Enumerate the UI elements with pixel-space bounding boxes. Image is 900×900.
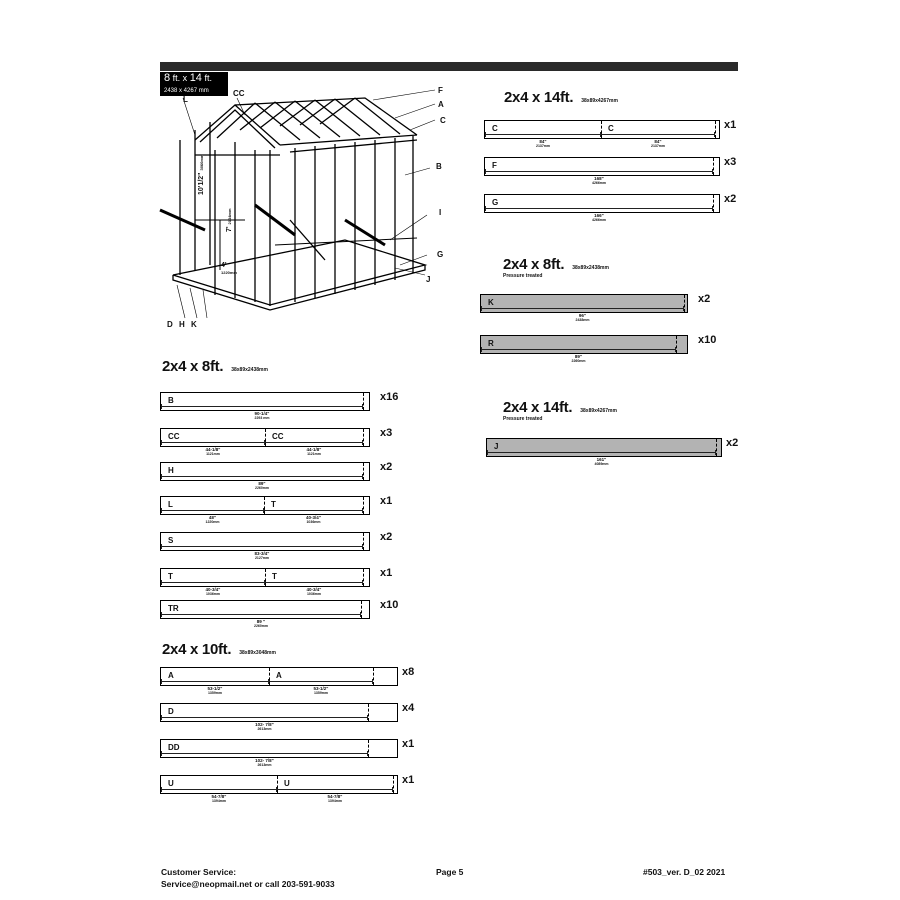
dimension-mm: 2137mm: [650, 144, 666, 148]
quantity-label: x3: [380, 427, 393, 439]
dimension-text: [204, 515, 220, 525]
dimension-text: [305, 515, 322, 525]
dimension-mm: 1036mm: [205, 592, 220, 596]
dimension-inches: 53-1/2": [207, 686, 223, 691]
dimension-text: [254, 722, 275, 732]
part-label: TR: [168, 604, 179, 613]
dimension-mm: 1359mm: [207, 691, 222, 695]
dimension-inches: 40-3/4": [205, 587, 221, 592]
board-segment: [485, 195, 713, 222]
part-label: CC: [168, 432, 180, 441]
dimension-text: [306, 447, 323, 457]
dimension-line: [481, 349, 676, 363]
board-segment: [161, 533, 363, 560]
board-segment: [161, 740, 368, 767]
section-note: Pressure treated: [503, 416, 543, 422]
board-segment: [264, 497, 363, 524]
dimension-inches: 40-3/4": [306, 515, 321, 520]
dimension-inches: 53-1/2": [313, 686, 329, 691]
dimension-mm: 2127mm: [254, 556, 269, 560]
cut-line: [277, 776, 278, 793]
dimension-inches: 44-1/8": [205, 447, 221, 452]
callout-CC: CC: [233, 89, 245, 98]
dimension-line: [265, 582, 363, 596]
part-label: G: [492, 198, 499, 207]
cut-line: [373, 668, 374, 685]
part-label: T: [272, 572, 277, 581]
cut-line: [368, 740, 369, 757]
dimension-text: [211, 794, 228, 804]
part-label: CC: [272, 432, 284, 441]
dimension-line: [161, 681, 269, 695]
section-metric-size: 38x89x3048mm: [239, 650, 276, 656]
callout-G: G: [437, 250, 444, 259]
quantity-label: x2: [380, 461, 393, 473]
dimension-mm: 1121mm: [307, 452, 321, 456]
shed-frame-illustration: [155, 70, 455, 340]
board-segment: [161, 463, 363, 490]
dimension-text: [591, 213, 607, 223]
board-diagram: [160, 600, 370, 628]
part-label: C: [492, 124, 498, 133]
board-segment: [161, 497, 264, 524]
quantity-label: x4: [402, 702, 415, 714]
dimension-inches: 90-1/4": [254, 411, 270, 416]
board-segment: [277, 776, 393, 803]
section-title-text: 2x4 x 14ft.: [504, 89, 574, 106]
cut-line: [393, 776, 394, 793]
cut-line: [363, 463, 364, 480]
board-diagram: [160, 532, 370, 560]
quantity-label: x2: [698, 293, 711, 305]
dimension-mm: 2260mm: [253, 624, 269, 628]
part-label: C: [608, 124, 614, 133]
board-diagram: [160, 462, 370, 490]
dimension-mm: 2260mm: [254, 486, 270, 490]
section-metric-size: 38x89x4267mm: [581, 98, 618, 104]
shed-size-label: 8 ft. x 14 ft. 2438 x 4267 mm: [160, 72, 228, 96]
quantity-label: x10: [380, 599, 399, 611]
cut-line: [363, 533, 364, 550]
quantity-label: x2: [726, 437, 739, 449]
dimension-line: [161, 789, 277, 803]
dimension-text: [207, 686, 224, 696]
dimension-inches: 89": [574, 354, 583, 359]
dimension-mm: 2293 mm: [254, 416, 270, 420]
dimension-mm: 2137mm: [535, 144, 551, 148]
dimension-text: [327, 794, 344, 804]
board-segment: [481, 336, 676, 363]
cut-line: [363, 569, 364, 586]
section-title: [503, 256, 609, 279]
dimension-door-height: 7' 2134mm: [226, 208, 233, 232]
dimension-line: [161, 614, 361, 628]
cut-line: [265, 569, 266, 586]
dimension-line: [161, 476, 363, 490]
dimension-line: [481, 308, 684, 322]
section-metric-size: 38x89x2438mm: [231, 367, 268, 373]
board-diagram: [160, 568, 370, 596]
dimension-door-width: 4' 1220mm: [221, 262, 238, 275]
dimension-text: [306, 587, 323, 597]
cut-line: [368, 704, 369, 721]
dimension-text: [593, 457, 609, 467]
dimension-text: [313, 686, 330, 696]
board-segment: [487, 439, 716, 466]
dimension-mm: 2438mm: [575, 318, 590, 322]
cut-line: [265, 429, 266, 446]
dimension-text: [650, 139, 666, 149]
section-title: [503, 399, 617, 422]
cut-line: [716, 439, 717, 456]
dimension-text: [205, 447, 222, 457]
section-title: [504, 89, 618, 106]
callout-C: C: [440, 116, 446, 125]
dimension-text: [254, 411, 271, 421]
dimension-inches: 166": [594, 213, 604, 218]
dimension-inches: 102- 7/8": [255, 758, 274, 763]
dimension-inches: 54-7/8": [211, 794, 227, 799]
cut-line: [363, 393, 364, 410]
callout-D: D: [167, 320, 173, 329]
section-title-text: 2x4 x 14ft.: [503, 399, 573, 416]
board-segment: [481, 295, 684, 322]
board-segment: [485, 158, 713, 185]
part-label: D: [168, 707, 174, 716]
section-title: [162, 358, 268, 375]
dimension-inches: 83-3/4": [254, 551, 270, 556]
dimension-inches: 96": [578, 313, 587, 318]
part-label: J: [494, 442, 499, 451]
part-label: H: [168, 466, 174, 475]
board-diagram: [160, 739, 398, 767]
dimension-text: [253, 619, 269, 629]
dimension-mm: 1394mm: [327, 799, 342, 803]
part-label: F: [492, 161, 497, 170]
dimension-line: [485, 171, 713, 185]
board-diagram: [484, 157, 720, 185]
board-segment: [265, 569, 363, 596]
callout-H: H: [179, 320, 185, 329]
callout-L: L: [183, 95, 188, 104]
dimension-text: [591, 176, 607, 186]
board-segment: [269, 668, 373, 695]
callout-B: B: [436, 162, 442, 171]
quantity-label: x3: [724, 156, 737, 168]
cut-line: [676, 336, 677, 353]
dimension-mm: 2260mm: [571, 359, 586, 363]
dimension-line: [485, 134, 601, 148]
quantity-label: x1: [724, 119, 737, 131]
dimension-text: [254, 551, 271, 561]
callout-I: I: [439, 208, 442, 217]
part-label: DD: [168, 743, 180, 752]
dimension-mm: 1394mm: [211, 799, 226, 803]
customer-service: [161, 866, 335, 890]
board-segment: [265, 429, 363, 456]
callout-A: A: [438, 100, 444, 109]
board-diagram: [486, 438, 722, 466]
part-label: K: [488, 298, 494, 307]
cut-line: [361, 601, 362, 618]
dimension-inches: 40-3/4": [306, 587, 322, 592]
quantity-label: x8: [402, 666, 415, 678]
dimension-inches: 168": [594, 176, 604, 181]
dimension-line: [277, 789, 393, 803]
dimension-mm: 4089mm: [594, 462, 609, 466]
section-title: [162, 641, 276, 658]
dimension-line: [601, 134, 715, 148]
dimension-inches: 84": [654, 139, 662, 144]
dimension-line: [269, 681, 373, 695]
quantity-label: x2: [380, 531, 393, 543]
cut-line: [264, 497, 265, 514]
board-segment: [161, 601, 361, 628]
dimension-inches: 89": [258, 481, 266, 486]
dimension-mm: 4266mm: [591, 218, 607, 222]
dimension-line: [264, 510, 363, 524]
board-diagram: [480, 294, 688, 322]
board-segment: [161, 704, 368, 731]
board-diagram: [484, 120, 720, 148]
part-label: L: [168, 500, 173, 509]
cut-line: [269, 668, 270, 685]
dimension-inches: 84": [539, 139, 547, 144]
board-segment: [601, 121, 715, 148]
cut-line: [601, 121, 602, 138]
customer-service-contact: Service@neopmail.net or call 203-591-9033: [161, 879, 335, 889]
cut-line: [713, 195, 714, 212]
board-segment: [161, 668, 269, 695]
section-title-text: 2x4 x 8ft.: [162, 358, 224, 375]
quantity-label: x1: [380, 495, 393, 507]
dimension-mm: 4266mm: [591, 181, 607, 185]
board-segment: [161, 393, 363, 420]
version-label: #503_ver. D_02 2021: [643, 867, 726, 877]
part-label: T: [271, 500, 276, 509]
dimension-text: [574, 313, 590, 323]
board-diagram: [480, 335, 688, 363]
dimension-mm: 1220mm: [205, 520, 220, 524]
section-metric-size: 38x89x4267mm: [580, 408, 617, 414]
dimension-inches: 161": [596, 457, 607, 462]
dimension-text: [535, 139, 551, 149]
dimension-text: [570, 354, 586, 364]
dimension-line: [161, 546, 363, 560]
board-segment: [161, 569, 265, 596]
cut-line: [715, 121, 716, 138]
dimension-mm: 2613mm: [257, 727, 272, 731]
part-label: T: [168, 572, 173, 581]
part-label: U: [168, 779, 174, 788]
dimension-line: [161, 406, 363, 420]
section-metric-size: 38x89x2438mm: [572, 265, 609, 271]
board-diagram: [160, 392, 370, 420]
dimension-line: [265, 442, 363, 456]
dimension-inches: 102- 7/8": [255, 722, 274, 727]
section-note: Pressure treated: [503, 273, 543, 279]
part-label: A: [276, 671, 282, 680]
board-segment: [161, 776, 277, 803]
page-number: Page 5: [436, 867, 464, 877]
dimension-mm: 1036mm: [306, 520, 321, 524]
dimension-line: [487, 452, 716, 466]
dimension-wall-height: 10'1/2" 3060mm: [198, 154, 205, 195]
dimension-line: [161, 753, 368, 767]
section-title-text: 2x4 x 8ft.: [503, 256, 565, 273]
part-label: S: [168, 536, 174, 545]
dimension-mm: 1359mm: [313, 691, 328, 695]
cut-line: [684, 295, 685, 312]
section-title-text: 2x4 x 10ft.: [162, 641, 232, 658]
part-label: A: [168, 671, 174, 680]
dimension-mm: 2613mm: [257, 763, 272, 767]
dimension-inches: 44-1/8": [306, 447, 322, 452]
board-diagram: [160, 775, 398, 803]
dimension-text: [254, 758, 275, 768]
dimension-mm: 1121mm: [206, 452, 220, 456]
quantity-label: x2: [724, 193, 737, 205]
dimension-line: [161, 442, 265, 456]
quantity-label: x1: [402, 738, 415, 750]
dimension-line: [161, 582, 265, 596]
board-diagram: [160, 428, 370, 456]
quantity-label: x10: [698, 334, 717, 346]
part-label: U: [284, 779, 290, 788]
board-diagram: [160, 703, 398, 731]
quantity-label: x16: [380, 391, 399, 403]
dimension-inches: 54-7/8": [327, 794, 343, 799]
board-diagram: [160, 496, 370, 524]
part-label: R: [488, 339, 494, 348]
dimension-inches: 48": [208, 515, 217, 520]
dimension-line: [161, 510, 264, 524]
dimension-line: [485, 208, 713, 222]
board-segment: [161, 429, 265, 456]
cut-line: [363, 497, 364, 514]
part-label: B: [168, 396, 174, 405]
cut-line: [713, 158, 714, 175]
board-diagram: [160, 667, 398, 695]
callout-J: J: [426, 275, 431, 284]
board-diagram: [484, 194, 720, 222]
customer-service-label: Customer Service:: [161, 867, 237, 877]
quantity-label: x1: [402, 774, 415, 786]
dimension-inches: 89 ": [256, 619, 266, 624]
cut-line: [363, 429, 364, 446]
dimension-mm: 1036mm: [306, 592, 321, 596]
dimension-text: [205, 587, 222, 597]
callout-K: K: [191, 320, 197, 329]
callout-F: F: [438, 86, 443, 95]
board-segment: [485, 121, 601, 148]
quantity-label: x1: [380, 567, 393, 579]
dimension-text: [254, 481, 270, 491]
dimension-line: [161, 717, 368, 731]
